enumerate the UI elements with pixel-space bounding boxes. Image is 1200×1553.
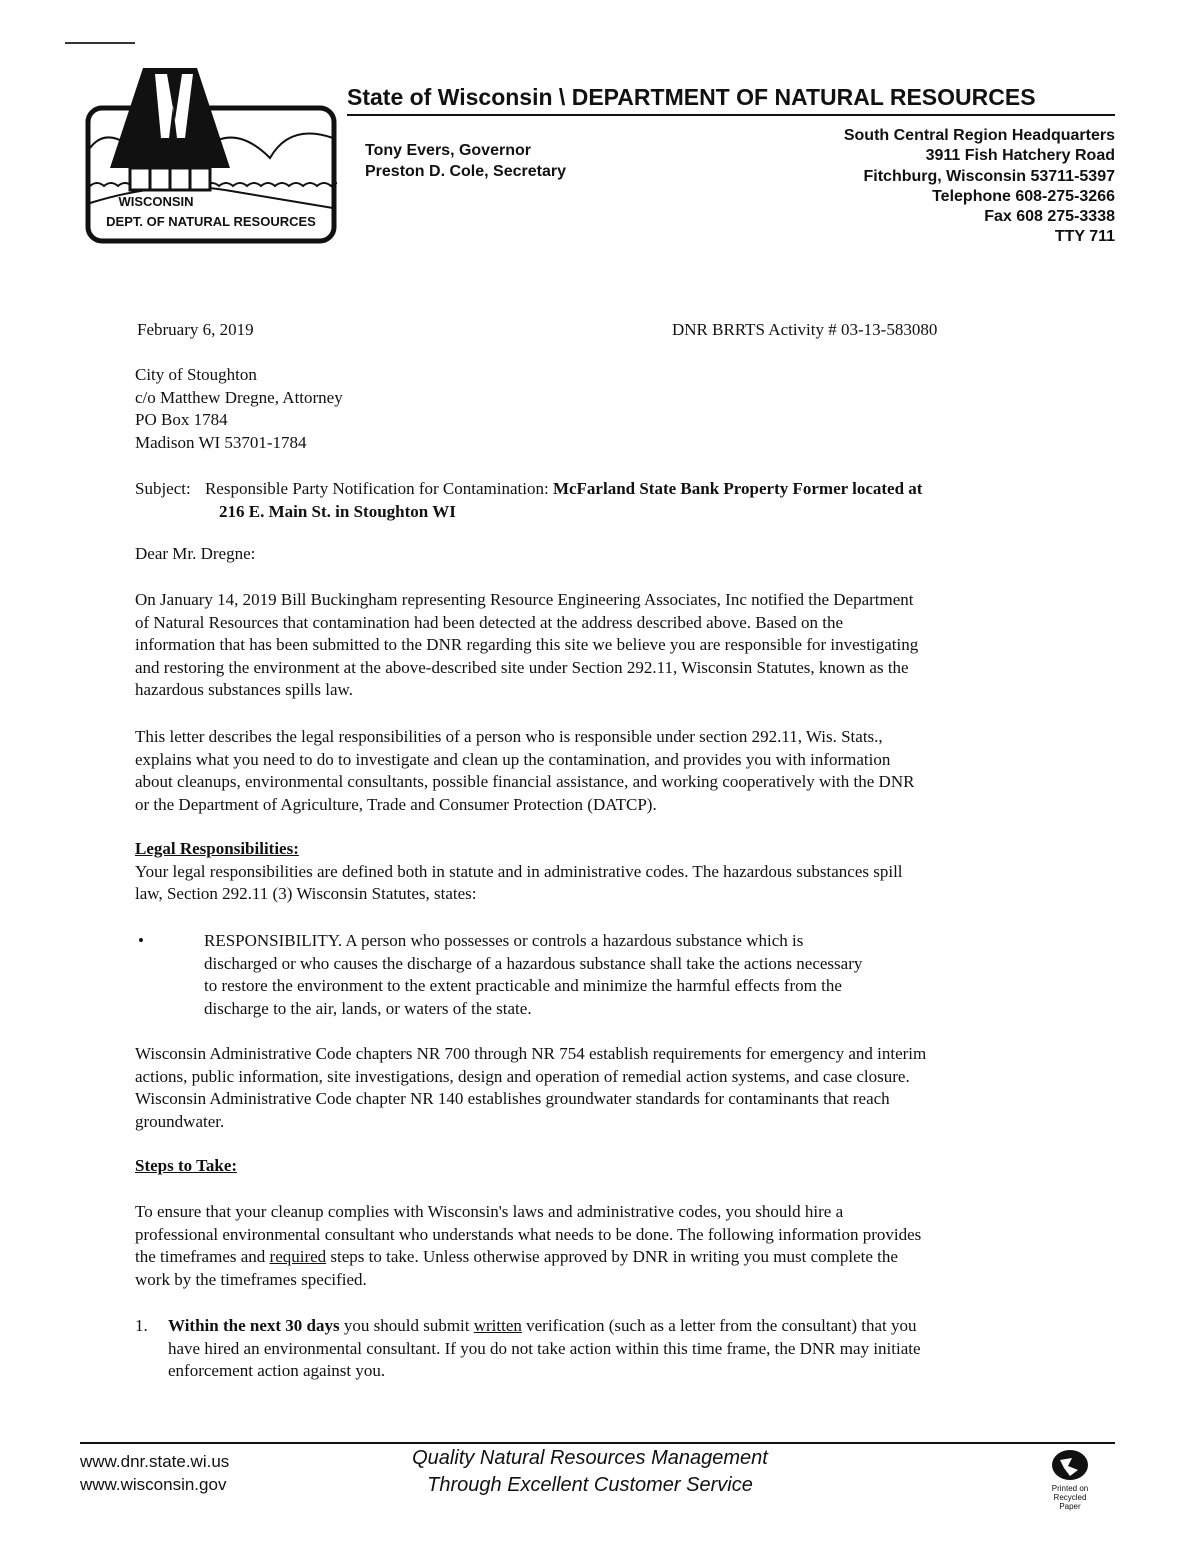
footer-links <box>80 1450 229 1496</box>
text-span: you should submit <box>339 1316 474 1335</box>
text-line: Wisconsin Administrative Code chapters NR 700 through NR 754 establish requirements for emergency and interim <box>135 1044 927 1063</box>
text-line: and restoring the environment at the above-described site under Section 292.11, Wisconsin Statutes, known as the <box>135 657 909 677</box>
text-line: To ensure that your cleanup complies with Wisconsin's laws and administrative codes, you should hire a <box>135 1202 844 1221</box>
agency-title: State of Wisconsin \ DEPARTMENT OF NATURAL RESOURCES <box>347 84 1036 110</box>
motto-line: Through Excellent Customer Service <box>427 1474 753 1496</box>
steps-heading: Steps to Take: <box>135 1156 238 1175</box>
text-line: work by the timeframes specified. <box>135 1269 367 1289</box>
text-line: to restore the environment to the extent practicable and minimize the harmful effects from the <box>204 976 842 996</box>
deadline: Within the next 30 days <box>168 1316 340 1335</box>
legal-heading: Legal Responsibilities: <box>135 839 299 858</box>
text-line: explains what you need to do to investigate and clean up the contamination, and provides you with information <box>135 749 891 769</box>
text-span: verification (such as a letter from the consultant) that you <box>521 1316 917 1335</box>
dnr-logo <box>85 68 337 244</box>
tty: TTY 711 <box>1054 228 1115 246</box>
recycle-globe-icon <box>1050 1448 1090 1482</box>
text-line: about cleanups, environmental consultants, possible financial assistance, and working cooperatively with the DNR <box>135 772 915 792</box>
recycled-line: Printed on <box>1051 1484 1089 1493</box>
governor: Tony Evers, Governor <box>365 142 531 159</box>
text-line: actions, public information, site investigations, design and operation of remedial action systems, and case closure. <box>135 1066 910 1086</box>
text-line: Your legal responsibilities are defined both in statute and in administrative codes. The hazardous substances spill <box>135 861 903 881</box>
wisconsin-website-link[interactable]: www.wisconsin.gov <box>80 1475 227 1494</box>
legal-section <box>135 838 903 906</box>
paragraph-steps <box>135 1201 921 1291</box>
text-line: law, Section 292.11 (3) Wisconsin Statutes, states: <box>135 884 477 904</box>
text-line: hazardous substances spills law. <box>135 680 353 700</box>
address-line: City of Stoughton <box>135 365 257 384</box>
written-emphasis: written <box>473 1316 522 1335</box>
secretary: Preston D. Cole, Secretary <box>365 163 566 180</box>
paragraph-description <box>135 726 914 816</box>
logo-line2: DEPT. OF NATURAL RESOURCES <box>106 214 316 229</box>
city: Fitchburg, Wisconsin 53711-5397 <box>863 167 1115 185</box>
text-span: steps to take. Unless otherwise approved by DNR in writing you must complete the <box>326 1247 898 1267</box>
text-line: discharged or who causes the discharge of a hazardous substance shall take the actions necessary <box>204 953 863 973</box>
region-name: South Central Region Headquarters <box>843 127 1115 144</box>
fax: Fax 608 275-3338 <box>984 208 1115 226</box>
bullet-icon: • <box>138 931 144 950</box>
text-span: the timeframes and <box>135 1247 270 1267</box>
step-1 <box>168 1315 921 1383</box>
text-line: This letter describes the legal responsibilities of a person who is responsible under section 292.11, Wis. Stats., <box>135 727 883 746</box>
text-line <box>135 1246 921 1269</box>
scan-mark <box>65 42 135 44</box>
address-line: PO Box 1784 <box>135 410 228 430</box>
text-line: information that has been submitted to the DNR regarding this site we believe you are responsible for investigating <box>135 635 919 655</box>
address-line: c/o Matthew Dregne, Attorney <box>135 387 343 407</box>
activity-number: DNR BRRTS Activity # 03-13-583080 <box>672 320 938 339</box>
recycled-paper-badge <box>1040 1448 1100 1511</box>
text-line: RESPONSIBILITY. A person who possesses or controls a hazardous substance which is <box>204 931 804 950</box>
motto-line: Quality Natural Resources Management <box>412 1447 768 1469</box>
text-line: have hired an environmental consultant. If you do not take action within this time frame, the DNR may initiate <box>168 1338 921 1358</box>
salutation: Dear Mr. Dregne: <box>135 544 256 563</box>
text-line: enforcement action against you. <box>168 1361 386 1381</box>
region-address <box>844 126 1115 248</box>
paragraph-codes <box>135 1043 926 1133</box>
recycled-line: Recycled <box>1053 1493 1087 1502</box>
address-line: Madison WI 53701-1784 <box>135 432 307 452</box>
footer-rule <box>80 1442 1115 1444</box>
required-emphasis: required <box>269 1247 327 1267</box>
subject-site: McFarland State Bank Property Former located at <box>552 479 923 498</box>
text-line: groundwater. <box>135 1111 225 1131</box>
recipient-address <box>135 364 343 454</box>
recycled-line: Paper <box>1059 1502 1081 1511</box>
officials <box>365 140 566 182</box>
text-line: of Natural Resources that contamination had been detected at the address described above. Based on the <box>135 612 844 632</box>
step-1-number: 1. <box>135 1316 148 1335</box>
text-line <box>168 1315 921 1338</box>
text-line: discharge to the air, lands, or waters of the state. <box>204 998 532 1018</box>
text-line: or the Department of Agriculture, Trade and Consumer Protection (DATCP). <box>135 794 657 814</box>
footer-motto <box>350 1445 830 1499</box>
dnr-website-link[interactable]: www.dnr.state.wi.us <box>80 1452 230 1471</box>
subject-label: Subject: <box>135 479 191 498</box>
text-line: Wisconsin Administrative Code chapter NR 140 establishes groundwater standards for contaminants that reach <box>135 1089 890 1109</box>
responsibility-quote <box>204 930 862 1020</box>
subject-site-address: 216 E. Main St. in Stoughton WI <box>219 501 456 521</box>
subject-text: Responsible Party Notification for Contamination: <box>204 479 553 498</box>
telephone: Telephone 608-275-3266 <box>932 187 1115 205</box>
header-rule <box>347 114 1115 116</box>
text-line: professional environmental consultant who understands what needs to be done. The following information provides <box>135 1224 922 1244</box>
text-line: On January 14, 2019 Bill Buckingham representing Resource Engineering Associates, Inc notified the Department <box>135 590 914 609</box>
letter-date: February 6, 2019 <box>137 320 254 339</box>
street: 3911 Fish Hatchery Road <box>925 147 1115 165</box>
subject <box>135 478 922 523</box>
logo-line1: WISCONSIN <box>118 194 194 209</box>
paragraph-notification <box>135 589 918 702</box>
